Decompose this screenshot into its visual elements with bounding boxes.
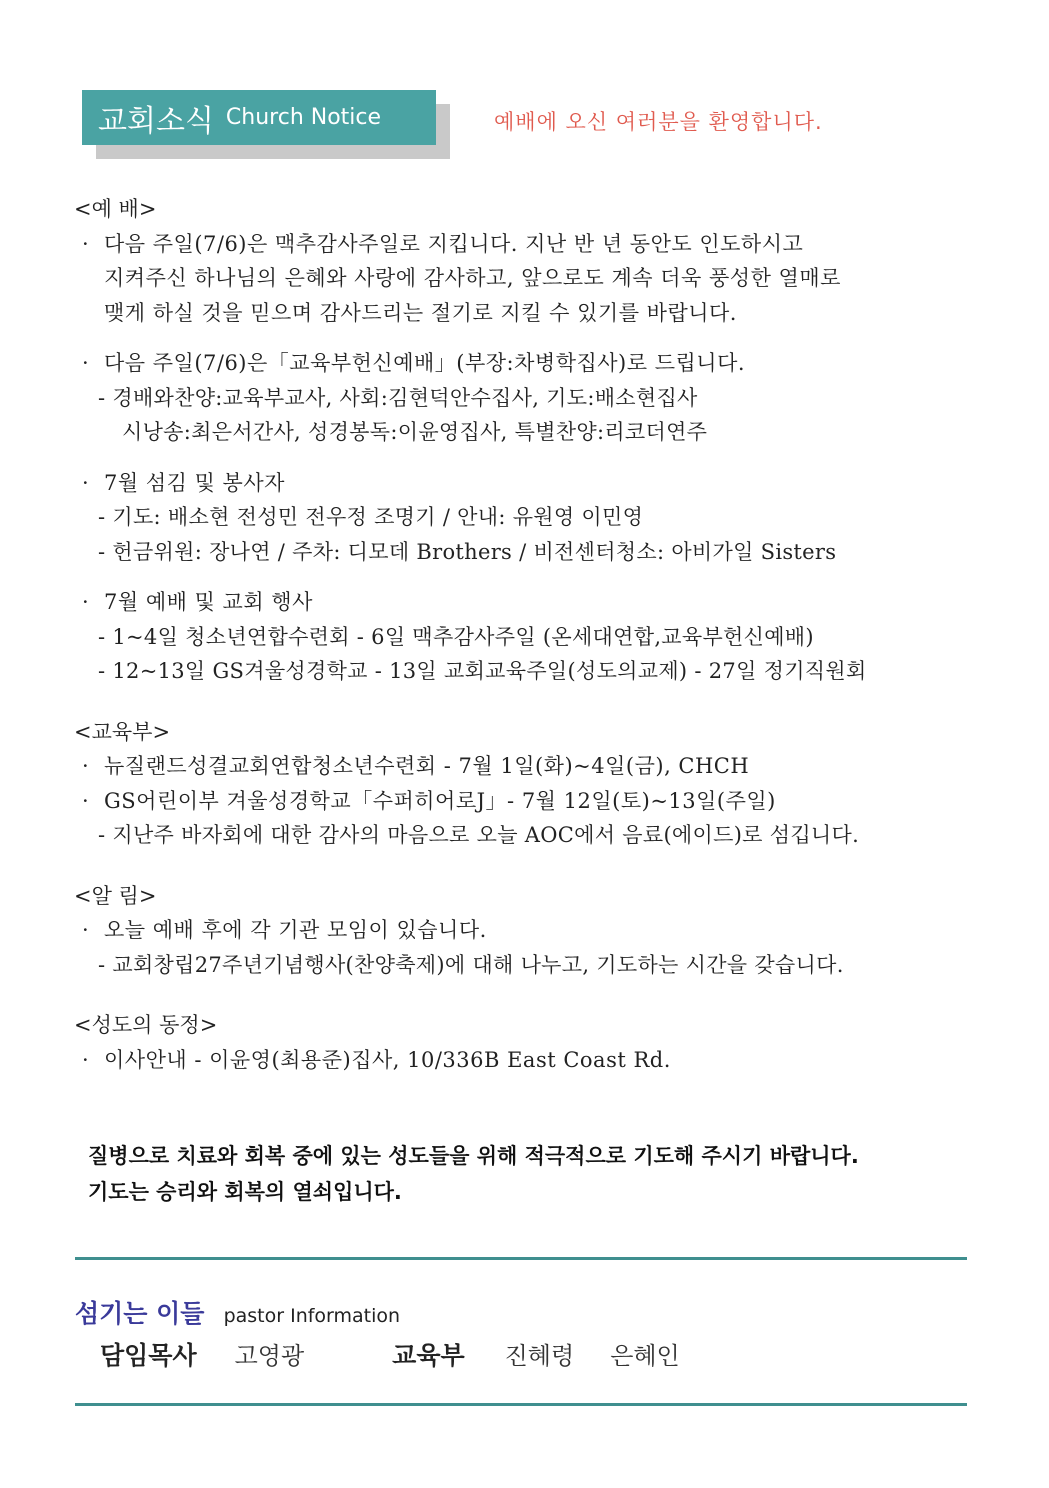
worship-item-thanksgiving-line3: 맺게 하실 것을 믿으며 감사드리는 절기로 지킬 수 있기를 바랍니다. [104,300,737,325]
notice-content [74,192,974,1077]
members-item-moving: · 이사안내 - 이윤영(최용준)집사, 10/336B East Coast Rd. [74,1043,974,1078]
divider-bottom [75,1403,967,1406]
notice-item-meetings-note: - 교회창립27주년기념행사(찬양축제)에 대해 나누고, 기도하는 시간을 갖습니다. [98,952,844,977]
prayer-request [88,1138,859,1210]
worship-item-education-service-roles2: 시낭송:최은서간사, 성경봉독:이윤영집사, 특별찬양:리코더연주 [122,420,708,444]
prayer-line1: 질병으로 치료와 회복 중에 있는 성도들을 위해 적극적으로 기도해 주시기 바랍니다. [88,1144,859,1168]
education-staff-name-1: 진혜령 [504,1342,575,1370]
worship-item-education-service: · 다음 주일(7/6)은「교육부헌신예배」(부장:차병학집사)로 드립니다. [74,346,974,381]
bullet-dot: · [82,470,90,495]
welcome-message: 예배에 오신 여러분을 환영합니다. [494,110,823,134]
bullet-dot: · [82,754,90,778]
worship-item-events-line1: - 1~4일 청소년연합수련회 - 6일 맥추감사주일 (온세대연합,교육부헌신예배) [98,624,814,649]
bullet-dot: · [82,231,90,256]
education-staff-name-2: 은혜인 [610,1342,680,1370]
divider-top [75,1257,967,1260]
senior-pastor-role: 담임목사 [100,1341,197,1370]
staff-title-korean: 섬기는 이들 [75,1299,205,1328]
senior-pastor-name: 고영광 [234,1342,305,1370]
worship-item-servants-prayer: - 기도: 배소현 전성민 전우정 조명기 / 안내: 유원영 이민영 [98,505,644,529]
worship-item-thanksgiving: · 다음 주일(7/6)은 맥추감사주일로 지킵니다. 지난 반 년 동안도 인도하시고 [74,227,974,262]
bullet-dot: · [82,918,90,942]
worship-item-servants: · 7월 섬김 및 봉사자 [74,466,974,501]
title-english: Church Notice [225,105,382,130]
bullet-dot: · [82,788,90,813]
worship-item-events-line2: - 12~13일 GS겨울성경학교 - 13일 교회교육주일(성도의교제) - 27일 정기직원회 [98,659,867,683]
education-item-bible-school-note: - 지난주 바자회에 대한 감사의 마음으로 오늘 AOC에서 음료(에이드)로 섬깁니다. [98,823,860,847]
staff-title-english: pastor Information [223,1305,401,1327]
worship-item-servants-offering: - 헌금위원: 장나연 / 주차: 디모데 Brothers / 비전센터청소: 아비가일 Sisters [98,539,837,564]
education-item-youth-retreat: · 뉴질랜드성결교회연합청소년수련회 - 7월 1일(화)~4일(금), CHCH [74,749,974,784]
education-role: 교육부 [392,1341,465,1370]
section-heading-education: <교육부> [74,719,171,744]
worship-item-education-service-roles: - 경배와찬양:교육부교사, 사회:김현덕안수집사, 기도:배소현집사 [98,385,698,410]
staff-list [100,1336,680,1372]
worship-item-thanksgiving-line2: 지켜주신 하나님의 은혜와 사랑에 감사하고, 앞으로도 계속 더욱 풍성한 열매로 [104,266,841,290]
section-heading-worship: <예 배> [74,197,157,221]
bullet-dot: · [82,1047,90,1072]
bullet-dot: · [82,351,90,375]
title-korean: 교회소식 [98,103,214,139]
section-heading-members: <성도의 동정> [74,1013,218,1037]
section-heading-notice: <알 림> [74,883,157,908]
notice-title-box [82,90,436,145]
notice-item-meetings: · 오늘 예배 후에 각 기관 모임이 있습니다. [74,913,974,948]
bullet-dot: · [82,590,90,614]
education-item-bible-school: · GS어린이부 겨울성경학교「수퍼히어로J」- 7월 12일(토)~13일(주일) [74,784,974,819]
prayer-line2: 기도는 승리와 회복의 열쇠입니다. [88,1180,402,1204]
worship-item-events: · 7월 예배 및 교회 행사 [74,585,974,620]
staff-heading [75,1294,400,1330]
